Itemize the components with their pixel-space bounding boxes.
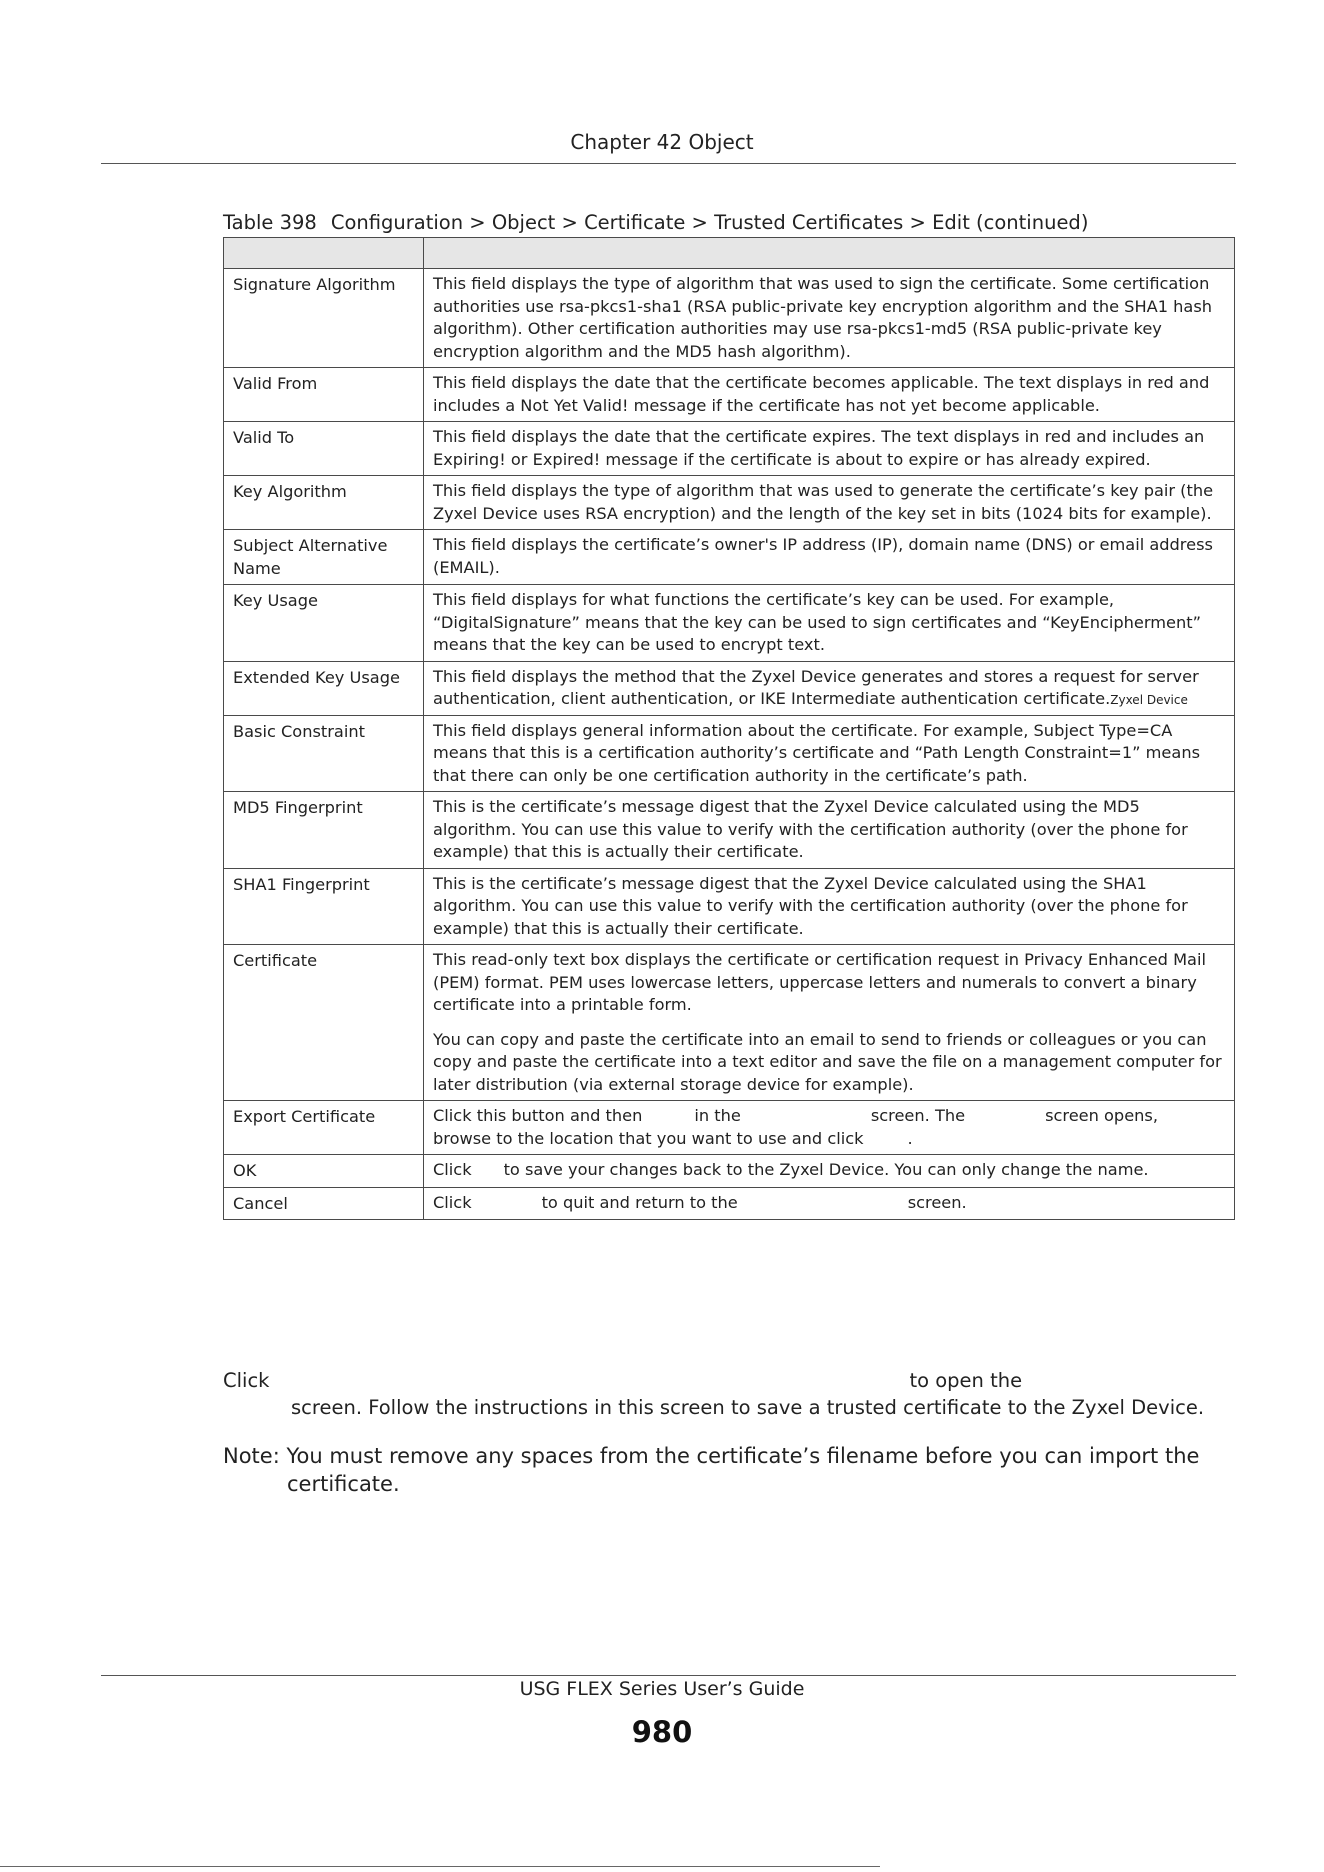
- row-label: Basic Constraint: [224, 715, 424, 792]
- row-description: This field displays the date that the certificate expires. The text displays in red and includes an Expiring! or Expired! message if the certificate is about to expire or has already expired.: [424, 422, 1235, 476]
- instruction-text: to open the: [909, 1369, 1023, 1392]
- table-row-key-usage: [224, 585, 1235, 662]
- table-row-basic-constraint: [224, 715, 1235, 792]
- row-description-text: This field displays the method that the Zyxel Device generates and stores a request for server authentication, client authentication, or IKE Intermediate authentication certificate.: [433, 666, 1199, 708]
- row-description: This field displays for what functions the certificate’s key can be used. For example, “DigitalSignature” means that the key can be used to sign certificates and “KeyEncipherment” means that the key can be used to encrypt text.: [424, 585, 1235, 662]
- bottom-divider: [0, 1866, 880, 1867]
- instruction-text: Click: [223, 1369, 270, 1392]
- table-row-subject-alternative-name: [224, 530, 1235, 585]
- row-text: Click: [433, 1160, 472, 1179]
- row-label: MD5 Fingerprint: [224, 792, 424, 869]
- header-description-cell: [424, 238, 1235, 269]
- table-row-key-algorithm: [224, 476, 1235, 530]
- instruction-step: [223, 1367, 1235, 1421]
- row-text: Click this button and then: [433, 1106, 643, 1125]
- note-line-1: Note: You must remove any spaces from the certificate’s filename before you can import the: [223, 1444, 1200, 1468]
- instruction-line-1: [223, 1367, 1235, 1394]
- table-row-md5-fingerprint: [224, 792, 1235, 869]
- row-text: .: [907, 1128, 913, 1148]
- table-row-valid-to: [224, 422, 1235, 476]
- row-description: [424, 661, 1235, 715]
- row-label: Key Algorithm: [224, 476, 424, 530]
- header-divider: [101, 163, 1236, 164]
- footer-divider: [101, 1675, 1236, 1676]
- row-label: Subject Alternative Name: [224, 530, 424, 585]
- row-text: in the: [694, 1106, 741, 1125]
- table-header-row: [224, 238, 1235, 269]
- row-description: [424, 945, 1235, 1101]
- row-text: screen.: [907, 1192, 967, 1212]
- table-row-extended-key-usage: [224, 661, 1235, 715]
- table-row-ok: [224, 1155, 1235, 1188]
- row-label: Certificate: [224, 945, 424, 1101]
- row-label: Extended Key Usage: [224, 661, 424, 715]
- table-caption-title: Configuration > Object > Certificate > Trusted Certificates > Edit (continued): [330, 211, 1089, 234]
- chapter-header: Chapter 42 Object: [570, 130, 754, 154]
- row-description-paragraph: This read-only text box displays the certificate or certification request in Privacy Enhanced Mail (PEM) format. PEM uses lowercase letters, uppercase letters and numerals to convert a binary certificate into a printable form.: [433, 950, 1206, 1014]
- table-caption: [223, 211, 1088, 234]
- row-text: to save your changes back to the Zyxel Device. You can only change the name.: [503, 1160, 1149, 1179]
- row-label: Valid From: [224, 368, 424, 422]
- table-row-valid-from: [224, 368, 1235, 422]
- row-description: [424, 1155, 1235, 1188]
- row-label: OK: [224, 1155, 424, 1188]
- note: [223, 1442, 1235, 1498]
- instruction-line-2: screen. Follow the instructions in this screen to save a trusted certificate to the Zyxel Device.: [291, 1396, 1205, 1419]
- page-number: 980: [631, 1715, 693, 1749]
- row-label: Signature Algorithm: [224, 269, 424, 368]
- row-description: This field displays the certificate’s owner's IP address (IP), domain name (DNS) or email address (EMAIL).: [424, 530, 1235, 585]
- row-description: [424, 1187, 1235, 1220]
- table-caption-number: Table 398: [223, 211, 317, 234]
- row-description: This field displays the type of algorithm that was used to sign the certificate. Some certification authorities use rsa-pkcs1-sha1 (RSA public-private key encryption algorithm and the SHA1 hash algorithm). Other certification authorities may use rsa-pkcs1-md5 (RSA public-private key encryption algorithm and the MD5 hash algorithm).: [424, 269, 1235, 368]
- table-row-export-certificate: [224, 1101, 1235, 1155]
- table-row-cancel: [224, 1187, 1235, 1220]
- row-description-paragraph: You can copy and paste the certificate into an email to send to friends or colleagues or you can copy and paste the certificate into a text editor and save the file on a management computer for later distribution (via external storage device for example).: [433, 1029, 1222, 1094]
- row-description: This field displays the date that the certificate becomes applicable. The text displays in red and includes a Not Yet Valid! message if the certificate has not yet become applicable.: [424, 368, 1235, 422]
- row-label: Valid To: [224, 422, 424, 476]
- row-text: Click: [433, 1192, 472, 1212]
- table-row-certificate: [224, 945, 1235, 1101]
- trusted-certificate-edit-table: [223, 237, 1235, 1220]
- row-description-small-text: Zyxel Device: [1110, 693, 1188, 707]
- row-text: screen opens,: [1045, 1106, 1158, 1125]
- row-label: Key Usage: [224, 585, 424, 662]
- row-text: screen. The: [870, 1106, 966, 1125]
- table-row-sha1-fingerprint: [224, 868, 1235, 945]
- row-label: Export Certificate: [224, 1101, 424, 1155]
- row-description: This field displays the type of algorithm that was used to generate the certificate’s key pair (the Zyxel Device uses RSA encryption) and the length of the key set in bits (1024 bits for example).: [424, 476, 1235, 530]
- row-description: [424, 1101, 1235, 1155]
- table-row-signature-algorithm: [224, 269, 1235, 368]
- row-text: to quit and return to the: [541, 1192, 738, 1212]
- footer-guide-title: USG FLEX Series User’s Guide: [519, 1678, 805, 1700]
- row-label: SHA1 Fingerprint: [224, 868, 424, 945]
- row-description: This is the certificate’s message digest that the Zyxel Device calculated using the MD5 algorithm. You can use this value to verify with the certification authority (over the phone for example) that this is actually their certificate.: [424, 792, 1235, 869]
- row-label: Cancel: [224, 1187, 424, 1220]
- note-line-2: certificate.: [287, 1472, 400, 1496]
- row-description: This is the certificate’s message digest that the Zyxel Device calculated using the SHA1 algorithm. You can use this value to verify with the certification authority (over the phone for example) that this is actually their certificate.: [424, 868, 1235, 945]
- row-description: This field displays general information about the certificate. For example, Subject Type=CA means that this is a certification authority’s certificate and “Path Length Constraint=1” means that there can only be one certification authority in the certificate’s path.: [424, 715, 1235, 792]
- header-label-cell: [224, 238, 424, 269]
- row-text: browse to the location that you want to use and click: [433, 1128, 864, 1148]
